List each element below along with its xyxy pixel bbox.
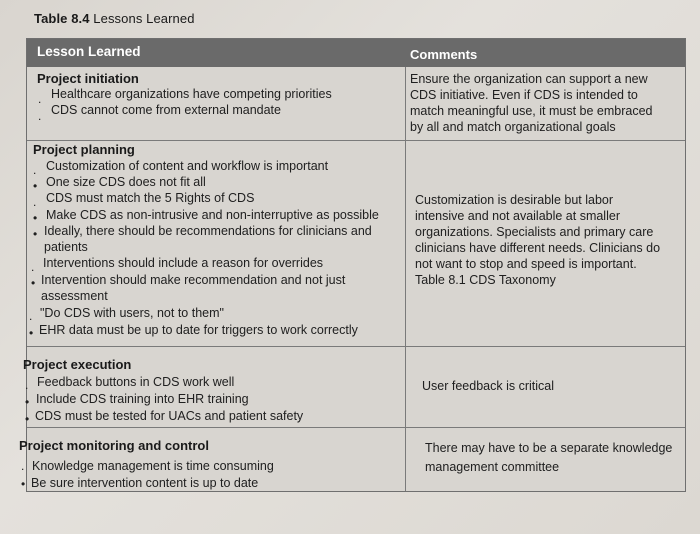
bullet-dot: • — [33, 227, 38, 241]
lesson-item: Make CDS as non-intrusive and non-interruptive as possible — [46, 208, 379, 222]
bullet-dot: . — [38, 109, 42, 123]
bullet-dot: . — [29, 309, 33, 323]
section-title-execution: Project execution — [23, 357, 132, 372]
bullet-dot: • — [25, 412, 30, 426]
lesson-item: Knowledge management is time consuming — [32, 459, 274, 473]
bullet-dot: • — [25, 395, 30, 409]
lesson-item: EHR data must be up to date for triggers to work correctly — [39, 323, 358, 337]
section-title-monitoring: Project monitoring and control — [19, 438, 209, 453]
bullet-dot: • — [29, 326, 34, 340]
comment-line: management committee — [425, 460, 560, 474]
lesson-item: CDS must be tested for UACs and patient safety — [35, 409, 304, 423]
comment-line: match meaningful use, it must be embraced — [410, 104, 653, 118]
lesson-item: Be sure intervention content is up to date — [31, 476, 259, 490]
comment-line: not want to stop and speed is important. — [415, 257, 637, 271]
comment-line: Ensure the organization can support a new — [410, 72, 648, 86]
comment-line: Table 8.1 CDS Taxonomy — [415, 273, 556, 287]
lesson-item: CDS cannot come from external mandate — [51, 103, 281, 117]
lessons-learned-table — [19, 38, 686, 492]
header-comments: Comments — [410, 47, 478, 62]
row-divider — [27, 427, 685, 428]
section-title-initiation: Project initiation — [37, 71, 139, 86]
header-lesson-learned: Lesson Learned — [37, 44, 141, 59]
table-caption — [34, 11, 195, 26]
comment-line: intensive and not available at smaller — [415, 209, 620, 223]
bullet-dot: . — [21, 459, 25, 473]
bullet-dot: . — [31, 260, 35, 274]
lesson-item: One size CDS does not fit all — [46, 175, 206, 189]
lesson-item: Ideally, there should be recommendations for clinicians and — [44, 224, 372, 238]
lesson-item: Include CDS training into EHR training — [36, 392, 249, 406]
lesson-item: CDS must match the 5 Rights of CDS — [46, 191, 255, 205]
lesson-item: Feedback buttons in CDS work well — [37, 375, 235, 389]
lesson-item: Interventions should include a reason for overrides — [43, 256, 324, 270]
bullet-dot: • — [33, 211, 38, 225]
bullet-dot: • — [33, 179, 38, 193]
comment-line: User feedback is critical — [422, 379, 554, 393]
table-header — [27, 39, 685, 67]
bullet-dot: . — [25, 378, 29, 392]
comment-line: There may have to be a separate knowledge — [425, 441, 673, 455]
bullet-dot: • — [31, 276, 36, 290]
bullet-dot: . — [38, 92, 42, 106]
comment-line: by all and match organizational goals — [410, 120, 616, 134]
lesson-item: Healthcare organizations have competing priorities — [51, 87, 332, 101]
lesson-item: Customization of content and workflow is important — [46, 159, 329, 173]
table-number: Table 8.4 — [34, 11, 90, 26]
bullet-dot: . — [33, 195, 37, 209]
lesson-item: Intervention should make recommendation and not just — [41, 273, 346, 287]
lesson-item: assessment — [41, 289, 108, 303]
bullet-dot: • — [21, 477, 26, 491]
lesson-item: patients — [44, 240, 88, 254]
comment-line: CDS initiative. Even if CDS is intended to — [410, 88, 638, 102]
lesson-item: "Do CDS with users, not to them" — [40, 306, 224, 320]
bullet-dot: . — [33, 163, 37, 177]
comment-line: Customization is desirable but labor — [415, 193, 614, 207]
table-title: Lessons Learned — [93, 11, 195, 26]
row-divider — [27, 346, 685, 347]
section-title-planning: Project planning — [33, 142, 135, 157]
comment-line: clinicians have different needs. Clinicians do — [415, 241, 661, 255]
comment-line: organizations. Specialists and primary care — [415, 225, 654, 239]
row-divider — [27, 140, 685, 141]
